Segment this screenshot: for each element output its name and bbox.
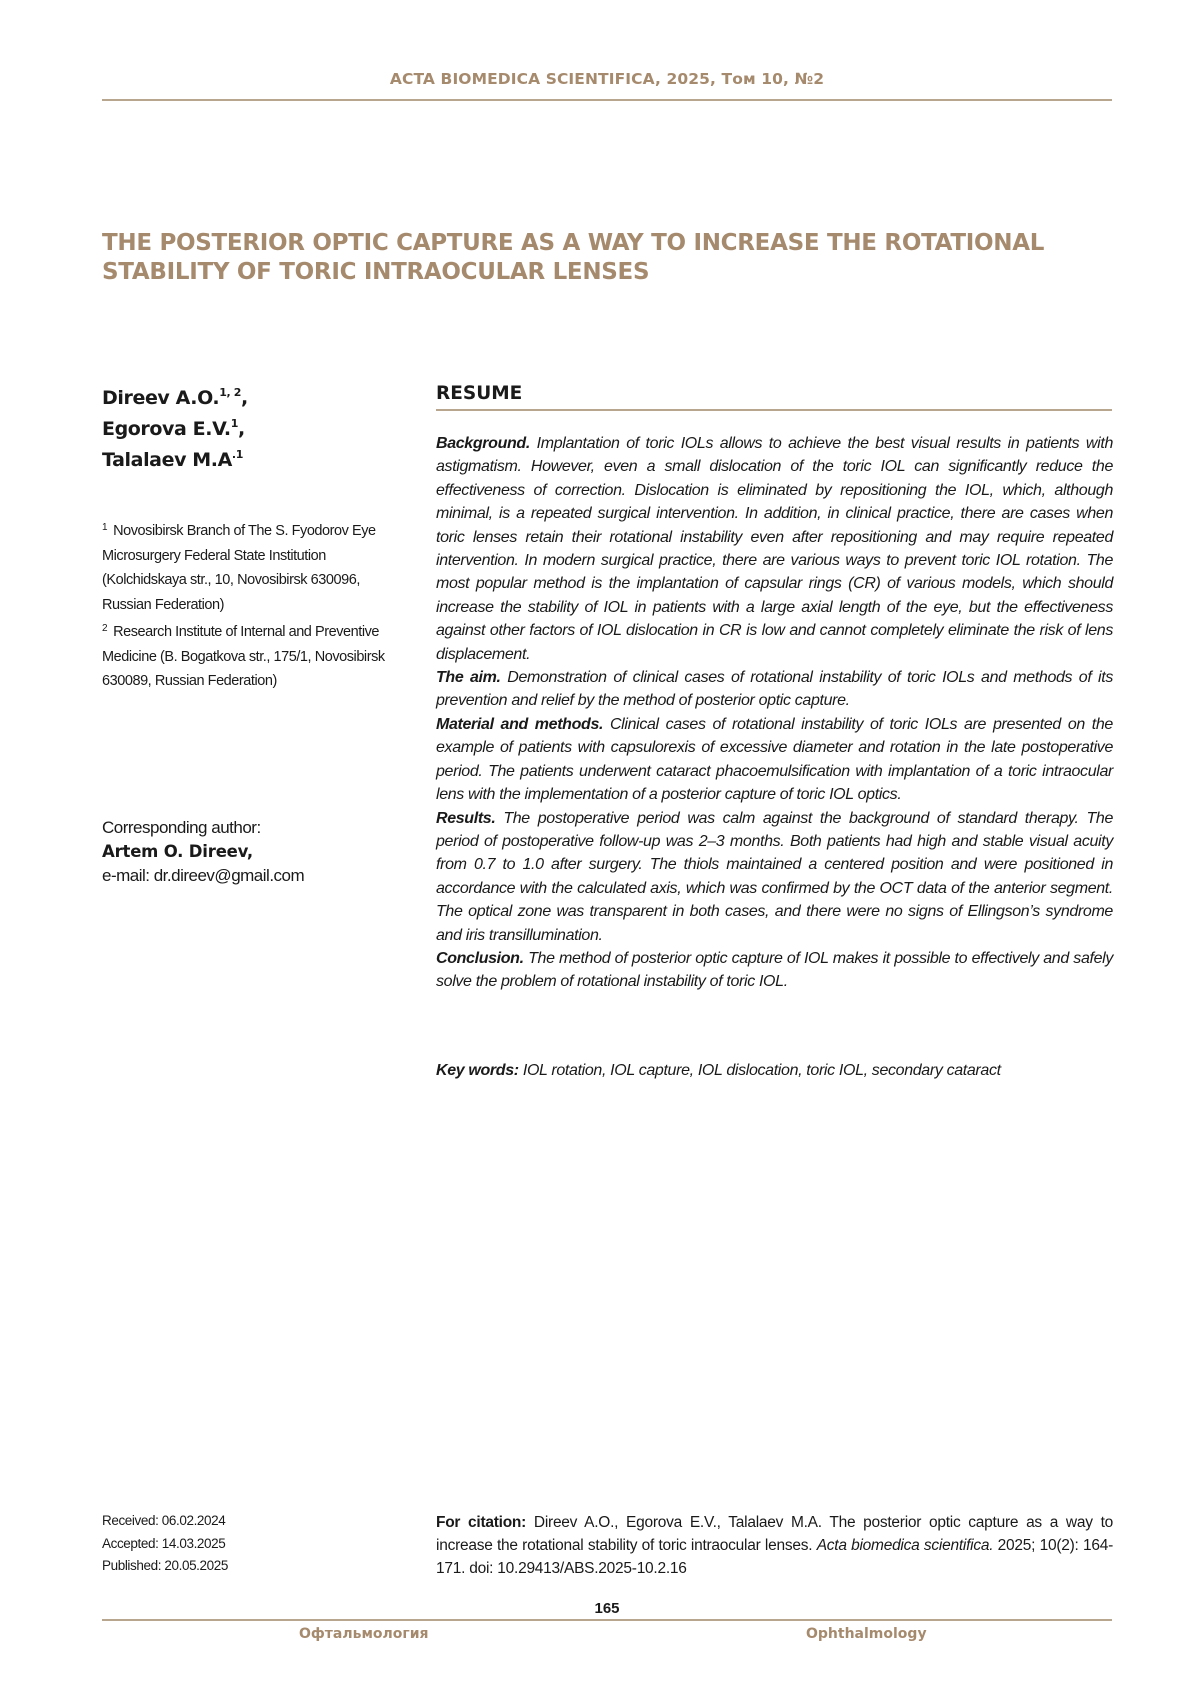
keywords-label: Key words: (436, 1062, 519, 1079)
header-divider (102, 99, 1112, 101)
author-name: Direev A.O. (102, 387, 220, 409)
date-accepted: Accepted: 14.03.2025 (102, 1535, 226, 1551)
section-lead: Material and methods. (436, 715, 604, 733)
section-lead: Conclusion. (436, 949, 524, 967)
affiliation-text: Research Institute of Internal and Preventive Medicine (B. Bogatkova str., 175/1, Novosibirsk 630089, Russian Federation) (102, 624, 385, 689)
section-text: Demonstration of clinical cases of rotational instability of toric IOLs and methods of its prevention and relief by the method of posterior optic capture. (436, 669, 1114, 710)
journal-header: ACTA BIOMEDICA SCIENTIFICA, 2025, Том 10, №2 (389, 70, 825, 88)
author-punct: , (240, 387, 248, 409)
resume-heading: RESUME (436, 383, 523, 404)
citation-details[interactable]: 2025; 10(2): 164-171. doi: 10.29413/ABS.2025-10.2.16 (436, 1537, 1114, 1578)
citation-label: For citation: (436, 1514, 527, 1531)
abstract-conclusion (436, 947, 1113, 994)
date-published: Published: 20.05.2025 (102, 1558, 228, 1573)
author-1 (102, 380, 392, 411)
footer-section-en: Ophthalmology (806, 1626, 927, 1642)
author-name: Egorova E.V. (102, 418, 231, 440)
abstract-aim (436, 666, 1113, 713)
author-2 (102, 411, 392, 442)
abstract-results (436, 807, 1113, 947)
date-received: Received: 06.02.2024 (102, 1513, 226, 1528)
author-affiliation-ref: 1, 2 (219, 386, 241, 399)
affiliation-number: 1 (102, 522, 108, 533)
section-text: The postoperative period was calm against the background of standard therapy. The period of postoperative follow-up was 2–3 months. Both patients had high and stable visual acuity from 0.7 to 1.0 after surgery. The thiols maintained a centered position and were positioned in accordance with the calculated axis, which was confirmed by the OCT data of the anterior segment. The optical zone was transparent in both cases, and there were no signs of Ellingson’s syndrome and iris transillumination. (436, 809, 1113, 944)
author-affiliation-ref: .1 (231, 448, 243, 461)
abstract (436, 432, 1113, 994)
abstract-methods (436, 713, 1113, 807)
corresponding-label: Corresponding author: (102, 818, 261, 837)
author-3 (102, 442, 392, 473)
corresponding-author (102, 816, 402, 888)
author-punct: , (238, 418, 245, 440)
footer-section-ru: Офтальмология (299, 1626, 429, 1642)
citation-journal: Acta biomedica scientifica. (816, 1537, 994, 1555)
keywords (436, 1062, 1113, 1080)
section-text: Clinical cases of rotational instability of toric IOLs are presented on the example of patients with capsulorexis of excessive diameter and rotation in the late postoperative period. The patients underwent cataract phacoemulsification with implantation of a toric intraocular lens with the implementation of a posterior capture of toric IOL optics. (436, 715, 1113, 804)
section-lead: The aim. (436, 669, 501, 687)
section-lead: Background. (436, 435, 530, 452)
article-title: THE POSTERIOR OPTIC CAPTURE AS A WAY TO INCREASE THE ROTATIONAL STABILITY OF TORIC INTRAOCULAR LENSES (102, 230, 1045, 285)
keywords-text: IOL rotation, IOL capture, IOL dislocation, toric IOL, secondary cataract (522, 1062, 1001, 1079)
affiliation-number: 2 (102, 623, 108, 634)
affiliation-1 (102, 516, 402, 617)
footer-divider (102, 1619, 1112, 1621)
section-text: The method of posterior optic capture of IOL makes it possible to effectively and safely solve the problem of rotational instability of toric IOL. (436, 949, 1113, 991)
author-affiliation-ref: 1 (230, 417, 239, 430)
citation-text: Direev A.O., Egorova E.V., Talalaev M.A. The posterior optic capture as a way to increase the rotational stability of toric intraocular lenses. (436, 1514, 1113, 1555)
author-list (102, 380, 392, 473)
affiliation-2 (102, 617, 402, 694)
section-lead: Results. (436, 809, 496, 827)
page-number: 165 (594, 1600, 620, 1617)
section-text: Implantation of toric IOLs allows to achieve the best visual results in patients with astigmatism. However, even a small dislocation of the toric IOL can significantly reduce the effectiveness of correction. Dislocation is eliminated by repositioning the IOL, which, although minimal, is a repeated surgical intervention. In addition, in clinical practice, there are cases when toric lenses retain their rotational instability even after repositioning and may require repeated intervention. In modern surgical practice, there are various ways to prevent toric IOL rotation. The most popular method is the implantation of capsular rings (CR) of various models, which should increase the stability of IOL in patients with a large axial length of the eye, but the effectiveness against other factors of IOL dislocation in CR is low and cannot completely eliminate the risk of lens displacement. (436, 435, 1113, 663)
corresponding-name: Artem O. Direev, (102, 842, 253, 861)
author-name: Talalaev M.A (102, 449, 232, 471)
citation (436, 1511, 1113, 1581)
affiliation-text: Novosibirsk Branch of The S. Fyodorov Eye Microsurgery Federal State Institution (Kolchidskaya str., 10, Novosibirsk 630096, Russian Federation) (102, 523, 376, 613)
article-dates (102, 1510, 362, 1578)
corresponding-email[interactable]: e-mail: dr.direev@gmail.com (102, 866, 305, 885)
affiliations (102, 516, 402, 694)
abstract-background (436, 432, 1113, 666)
resume-divider (436, 409, 1112, 411)
